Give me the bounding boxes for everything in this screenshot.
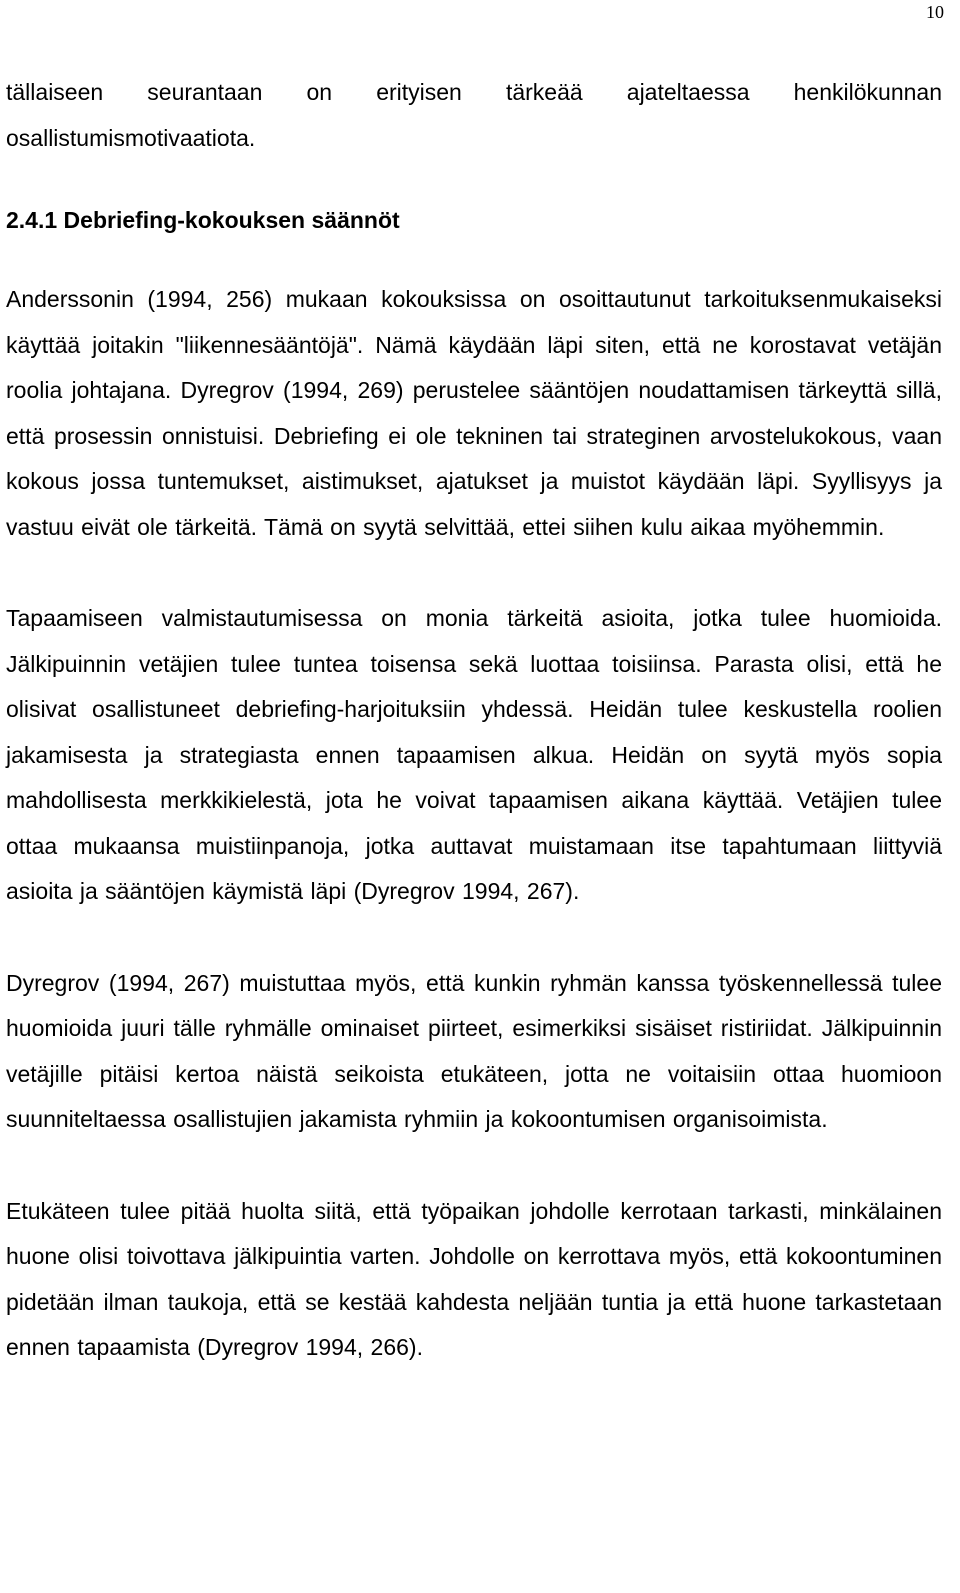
intro-paragraph: tällaiseen seurantaan on erityisen tärkeää ajateltaessa henkilökunnan osallistumismotivaatiota.	[6, 79, 942, 151]
paragraph-debriefing-rules: Anderssonin (1994, 256) mukaan kokouksissa on osoittautunut tarkoituksenmukaiseksi käyttää joitakin "liikennesääntöjä". Nämä käydään läpi siten, että ne korostavat vetäjän roolia johtajana. Dyregrov (1994, 269) perustelee sääntöjen noudattamisen tärkeyttä sillä, että prosessin onnistuisi. Debriefing ei ole tekninen tai strateginen arvostelukokous, vaan kokous jossa tuntemukset, aistimukset, ajatukset ja muistot käydään läpi. Syyllisyys ja vastuu eivät ole tärkeitä. Tämä on syytä selvittää, ettei siihen kulu aikaa myöhemmin.	[6, 286, 942, 540]
page-number: 10	[926, 2, 944, 22]
paragraph-group-features: Dyregrov (1994, 267) muistuttaa myös, että kunkin ryhmän kanssa työskennellessä tulee huomioida juuri tälle ryhmälle ominaiset piirteet, esimerkiksi sisäiset ristiriidat. Jälkipuinnin vetäjille pitäisi kertoa näistä seikoista etukäteen, jotta ne voitaisiin ottaa huomioon suunniteltaessa osallistujien jakamista ryhmiin ja kokoontumisen organisoimista.	[6, 969, 942, 1132]
section-heading: 2.4.1 Debriefing-kokouksen säännöt	[6, 207, 400, 233]
document-body	[6, 70, 942, 1371]
paragraph-room-arrangements: Etukäteen tulee pitää huolta siitä, että työpaikan johdolle kerrotaan tarkasti, minkälainen huone olisi toivottava jälkipuintia varten. Johdolle on kerrottava myös, että kokoontuminen pidetään ilman taukoja, että se kestää kahdesta neljään tuntia ja että huone tarkastetaan ennen tapaamista (Dyregrov 1994, 266).	[6, 1197, 942, 1360]
paragraph-preparation: Tapaamiseen valmistautumisessa on monia tärkeitä asioita, jotka tulee huomioida. Jälkipuinnin vetäjien tulee tuntea toisensa sekä luottaa toisiinsa. Parasta olisi, että he olisivat osallistuneet debriefing-harjoituksiin yhdessä. Heidän tulee keskustella roolien jakamisesta ja strategiasta ennen tapaamisen alkua. Heidän on syytä myös sopia mahdollisesta merkkikielestä, jota he voivat tapaamisen aikana käyttää. Vetäjien tulee ottaa mukaansa muistiinpanoja, jotka auttavat muistamaan itse tapahtumaan liittyviä asioita ja sääntöjen käymistä läpi (Dyregrov 1994, 267).	[6, 605, 942, 904]
